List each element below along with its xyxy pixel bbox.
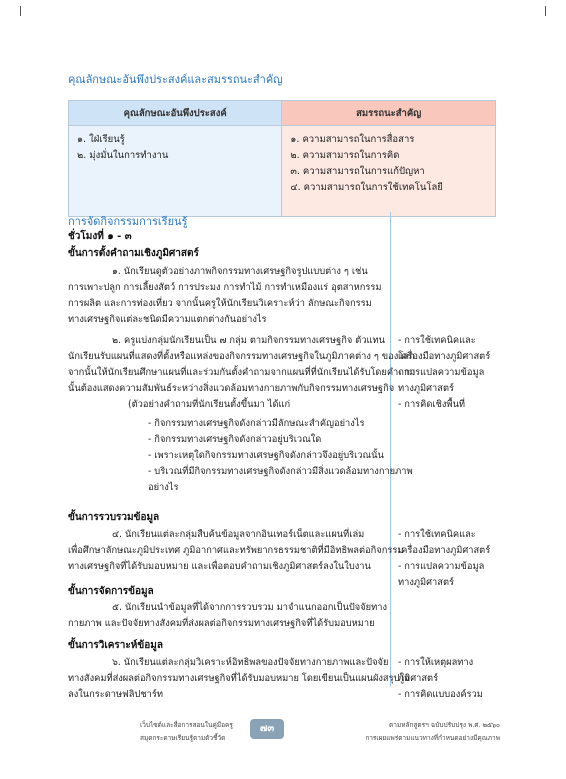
crop-mark-right (545, 6, 546, 16)
step2-skills: - การใช้เทคนิคและ เครื่องมือทางภูมิศาสตร์ - การแปลความข้อมูล ทางภูมิศาสตร์ (398, 529, 491, 588)
step3-paragraph: ๕. นักเรียนนำข้อมูลที่ได้จากการรวบรวม มาจำแนกออกเป็นปัจจัยทาง กายภาพ และปัจจัยทางสังคมที่ส่งผลต่อกิจกรรมทางเศรษฐกิจที่ได้รับมอบหมาย (68, 602, 387, 629)
question-bullet-list (148, 416, 413, 496)
crop-mark-left (20, 6, 21, 16)
table-header-attributes: คุณลักษณะอันพึงประสงค์ (69, 101, 282, 126)
attributes-cell (69, 126, 282, 217)
attribute-item: ๒. มุ่งมั่นในการทำงาน (77, 150, 169, 161)
footer-left-1: เว็บไซต์และสื่อการสอนในคู่มือครู (140, 721, 233, 729)
step1-title: ขั้นการตั้งคำถามเชิงภูมิศาสตร์ (68, 248, 199, 259)
list-item: - กิจกรรมทางเศรษฐกิจดังกล่าวมีลักษณะสำคัญอย่างไร (148, 418, 365, 429)
attributes-table (68, 100, 496, 217)
list-item: - บริเวณที่มีกิจกรรมทางเศรษฐกิจดังกล่าวมีสิ่งแวดล้อมทางกายภาพ (148, 466, 413, 477)
list-item: - เพราะเหตุใดกิจกรรมทางเศรษฐกิจดังกล่าวจึงอยู่บริเวณนั้น (148, 450, 384, 461)
step3-title: ขั้นการจัดการข้อมูล (68, 586, 154, 597)
page-title: คุณลักษณะอันพึงประสงค์และสมรรถนะสำคัญ (68, 73, 283, 86)
step4-skills: - การให้เหตุผลทาง ภูมิศาสตร์ - การคิดแบบองค์รวม (398, 657, 483, 700)
step4-title: ขั้นการวิเคราะห์ข้อมูล (68, 640, 163, 651)
page-footer (140, 720, 500, 743)
section-title: การจัดกิจกรรมการเรียนรู้ (68, 215, 188, 228)
step1-skills: - การใช้เทคนิคและ เครื่องมือทางภูมิศาสตร์ - การแปลความข้อมูล ทางภูมิศาสตร์ - การคิดเชิงพื้นที่ (398, 335, 491, 410)
step2-title: ขั้นการรวบรวมข้อมูล (68, 512, 160, 523)
footer-left-2: สมุดกระดาษเรียนรู้ตามตัวชี้วัด (140, 734, 226, 742)
table-header-competencies: สมรรถนะสำคัญ (282, 101, 496, 126)
step1-paragraph-2: ๒. ครูแบ่งกลุ่มนักเรียนเป็น ๗ กลุ่ม ตามกิจกรรมทางเศรษฐกิจ ตัวแทน นักเรียนรับแผนที่แสดงที่ตั้งหรือแหล่งของกิจกรรมทางเศรษฐกิจในภูมิภาคต่าง ๆ ของโลก จากนั้นให้นักเรียนศึกษาแผนที่และร่วมกันตั้งคำถามจากแผนที่ที่นักเรียนได้รับโดยคำถาม นั้นต้องแสดงความสัมพันธ์ระหว่างสิ่งแวดล้อมทางกายภาพกับกิจกรรมทางเศรษฐกิจ (ตัวอย่างคำถามที่นักเรียนตั้งขึ้นมา ได้แก่ (68, 335, 416, 410)
attribute-item: ๑. ใฝ่เรียนรู้ (77, 134, 125, 145)
list-item: - กิจกรรมทางเศรษฐกิจดังกล่าวอยู่บริเวณใด (148, 434, 322, 445)
footer-right-2: การเผยแพร่ตามแนวทางที่กำหนดอย่างมีคุณภาพ (365, 734, 500, 742)
hours-label: ชั่วโมงที่ ๑ - ๓ (68, 231, 132, 242)
footer-right-1: ตามหลักสูตรฯ ฉบับปรับปรุง พ.ศ. ๒๕๖๐ (389, 721, 500, 729)
competency-item: ๑. ความสามารถในการสื่อสาร (290, 134, 415, 145)
list-item: อย่างไร (148, 482, 179, 493)
competency-item: ๓. ความสามารถในการแก้ปัญหา (290, 166, 425, 177)
competency-item: ๔. ความสามารถในการใช้เทคโนโลยี (290, 182, 443, 193)
page-number: ๗๓ (250, 719, 284, 739)
step2-paragraph: ๔. นักเรียนแต่ละกลุ่มสืบค้นข้อมูลจากอินเทอร์เน็ตและแผนที่เล่ม เพื่อศึกษาลักษณะภูมิประเทศ ภูมิอากาศและทรัพยากรธรรมชาติที่มีอิทธิพลต่อกิจกรรม ทางเศรษฐกิจที่ได้รับมอบหมาย และเพื่อตอบคำถามเชิงภูมิศาสตร์ลงในใบงาน (68, 529, 404, 572)
step1-paragraph-1: ๑. นักเรียนดูตัวอย่างภาพกิจกรรมทางเศรษฐกิจรูปแบบต่าง ๆ เช่น การเพาะปลูก การเลี้ยงสัตว์ การประมง การทำไม้ การทำเหมืองแร่ อุตสาหกรรม การผลิต และการท่องเที่ยว จากนั้นครูให้นักเรียนวิเคราะห์ว่า ลักษณะกิจกรรม ทางเศรษฐกิจแต่ละชนิดมีความแตกต่างกันอย่างไร (68, 266, 382, 325)
competency-item: ๒. ความสามารถในการคิด (290, 150, 400, 161)
step4-paragraph: ๖. นักเรียนแต่ละกลุ่มวิเคราะห์อิทธิพลของปัจจัยทางกายภาพและปัจจัย ทางสังคมที่ส่งผลต่อกิจกรรมทางเศรษฐกิจที่ได้รับมอบหมาย โดยเขียนเป็นแผนผังสรุปใจ ลงในกระดาษฟลิปชาร์ท (68, 657, 410, 700)
competencies-cell (282, 126, 496, 217)
